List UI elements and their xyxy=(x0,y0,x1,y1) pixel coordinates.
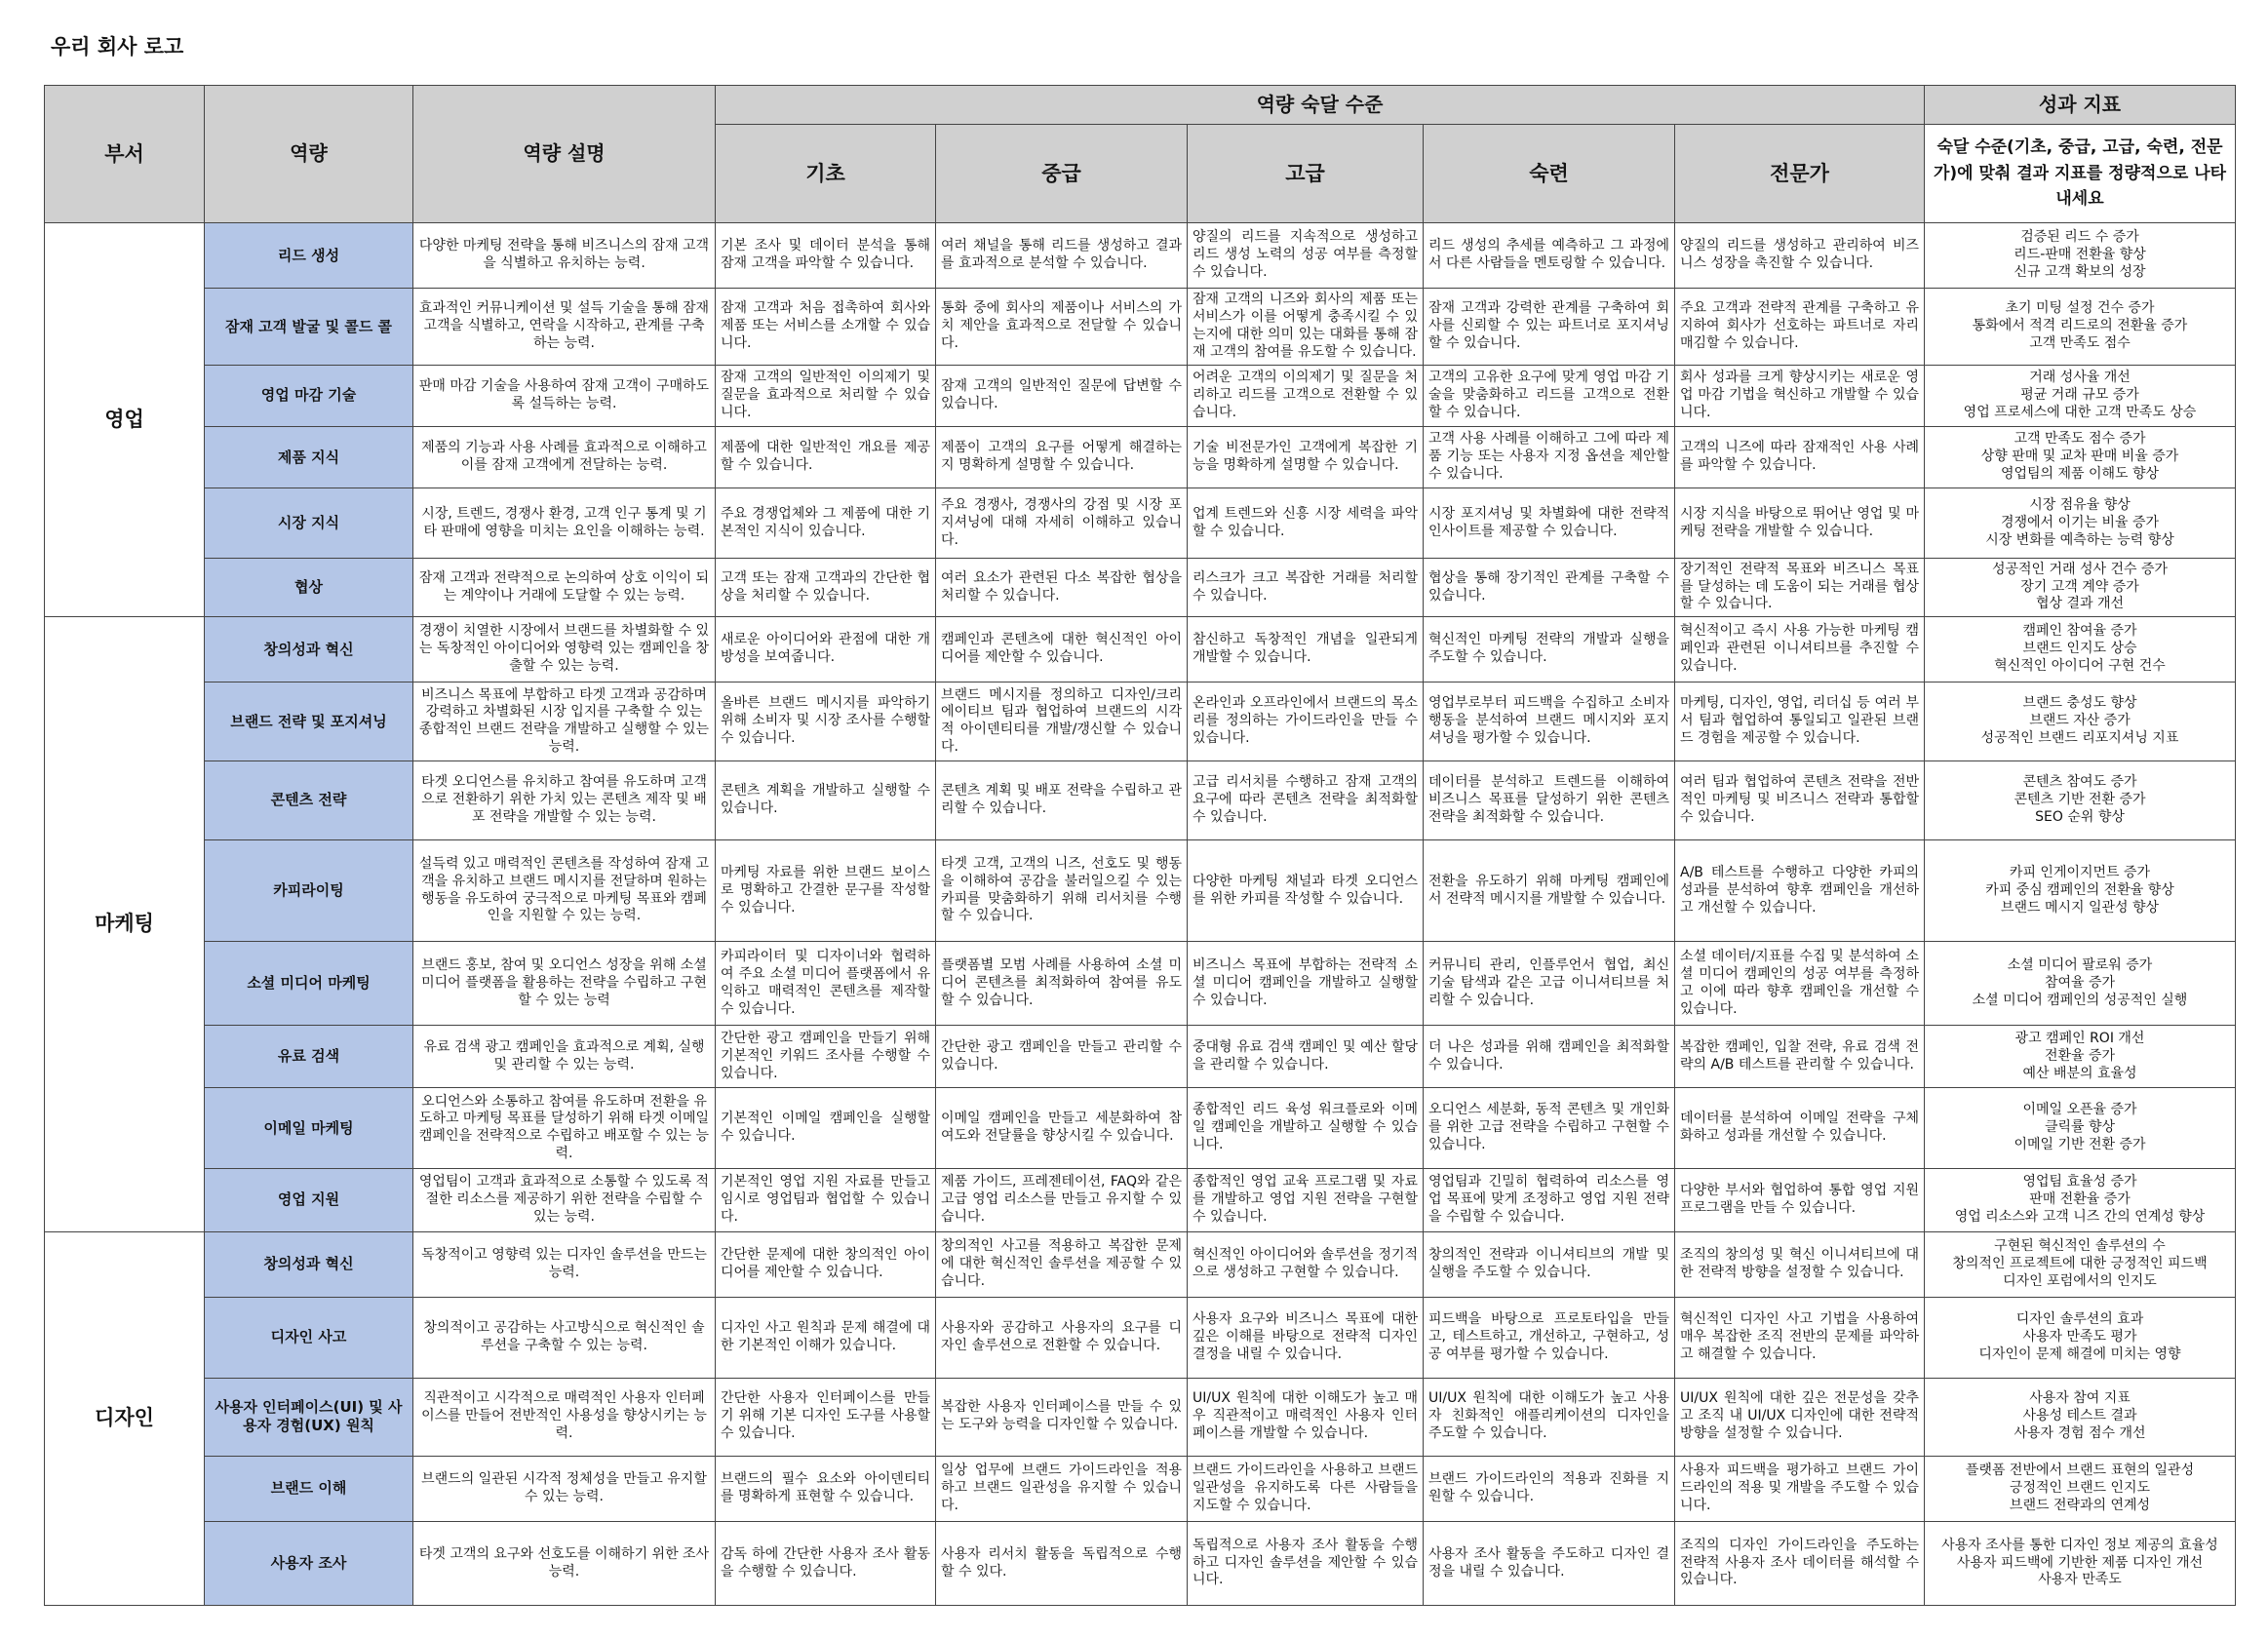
table-row xyxy=(45,559,2236,617)
description-cell: 유료 검색 광고 캠페인을 효과적으로 계획, 실행 및 관리할 수 있는 능력. xyxy=(413,1026,716,1088)
department-cell: 영업 xyxy=(45,223,205,617)
level-cell: 사용자 피드백을 평가하고 브랜드 가이드라인의 적용 및 개발을 주도할 수 있습니다. xyxy=(1675,1456,1925,1521)
kpi-line: 예산 배분의 효율성 xyxy=(2022,1065,2137,1081)
level-cell: 어려운 고객의 이의제기 및 질문을 처리하고 리드를 고객으로 전환할 수 있습니다. xyxy=(1188,365,1424,426)
level-cell: 브랜드 가이드라인을 사용하고 브랜드 일관성을 유지하도록 다른 사람들을 지도할 수 있습니다. xyxy=(1188,1456,1424,1521)
level-cell: 디자인 사고 원칙과 문제 해결에 대한 기본적인 이해가 있습니다. xyxy=(716,1298,936,1379)
kpi-line: 혁신적인 아이디어 구현 건수 xyxy=(1994,658,2166,675)
kpi-cell xyxy=(1925,559,2236,617)
kpi-line: 이메일 기반 전환 증가 xyxy=(2014,1137,2146,1153)
level-cell: 리드 생성의 추세를 예측하고 그 과정에서 다른 사람들을 멘토링할 수 있습니다. xyxy=(1424,223,1675,289)
header-level-intermediate: 중급 xyxy=(936,125,1188,223)
department-cell: 디자인 xyxy=(45,1231,205,1605)
level-cell: 카피라이터 및 디자이너와 협력하여 주요 소셜 미디어 플랫폼에서 유익하고 매력적인 콘텐츠를 제작할 수 있습니다. xyxy=(716,942,936,1026)
kpi-cell xyxy=(1925,1026,2236,1088)
table-row xyxy=(45,1169,2236,1231)
level-cell: 고객의 니즈에 따라 잠재적인 사용 사례를 파악할 수 있습니다. xyxy=(1675,427,1925,488)
kpi-line: 콘텐츠 기반 전환 증가 xyxy=(2014,792,2146,808)
table-row xyxy=(45,488,2236,559)
competency-cell: 이메일 마케팅 xyxy=(205,1088,413,1169)
competency-cell: 브랜드 전략 및 포지셔닝 xyxy=(205,682,413,761)
kpi-line: 광고 캠페인 ROI 개선 xyxy=(2014,1030,2145,1046)
kpi-line: 사용성 테스트 결과 xyxy=(2022,1408,2137,1424)
table-row xyxy=(45,289,2236,365)
description-cell: 브랜드 홍보, 참여 및 오디언스 성장을 위해 소셜 미디어 플랫폼을 활용하는 전략을 수립하고 구현할 수 있는 능력 xyxy=(413,942,716,1026)
level-cell: 간단한 광고 캠페인을 만들기 위해 기본적인 키워드 조사를 수행할 수 있습니다. xyxy=(716,1026,936,1088)
kpi-cell xyxy=(1925,223,2236,289)
level-cell: 고객 또는 잠재 고객과의 간단한 협상을 처리할 수 있습니다. xyxy=(716,559,936,617)
kpi-line: 리드-판매 전환율 향상 xyxy=(2014,247,2146,263)
kpi-line: 사용자 참여 지표 xyxy=(2029,1390,2131,1407)
level-cell: 제품이 고객의 요구를 어떻게 해결하는지 명확하게 설명할 수 있습니다. xyxy=(936,427,1188,488)
level-cell: 전환을 유도하기 위해 마케팅 캠페인에서 전략적 메시지를 개발할 수 있습니다. xyxy=(1424,839,1675,941)
level-cell: 고급 리서치를 수행하고 잠재 고객의 요구에 따라 콘텐츠 전략을 최적화할 수 있습니다. xyxy=(1188,761,1424,840)
table-row xyxy=(45,1522,2236,1606)
description-cell: 시장, 트렌드, 경쟁사 환경, 고객 인구 통계 및 기타 판매에 영향을 미치는 요인을 이해하는 능력. xyxy=(413,488,716,559)
description-cell: 다양한 마케팅 전략을 통해 비즈니스의 잠재 고객을 식별하고 유치하는 능력. xyxy=(413,223,716,289)
level-cell: 통화 중에 회사의 제품이나 서비스의 가치 제안을 효과적으로 전달할 수 있습니다. xyxy=(936,289,1188,365)
table-row xyxy=(45,682,2236,761)
kpi-line: 성공적인 브랜드 리포지셔닝 지표 xyxy=(1980,730,2179,747)
department-cell: 마케팅 xyxy=(45,617,205,1232)
competency-cell: 잠재 고객 발굴 및 콜드 콜 xyxy=(205,289,413,365)
level-cell: 조직의 디자인 가이드라인을 주도하는 전략적 사용자 조사 데이터를 해석할 수 있습니다. xyxy=(1675,1522,1925,1606)
level-cell: 영업부로부터 피드백을 수집하고 소비자 행동을 분석하여 브랜드 메시지와 포지셔닝을 평가할 수 있습니다. xyxy=(1424,682,1675,761)
level-cell: 주요 경쟁사, 경쟁사의 강점 및 시장 포지셔닝에 대해 자세히 이해하고 있습니다. xyxy=(936,488,1188,559)
level-cell: 감독 하에 간단한 사용자 조사 활동을 수행할 수 있습니다. xyxy=(716,1522,936,1606)
level-cell: 여러 요소가 관련된 다소 복잡한 협상을 처리할 수 있습니다. xyxy=(936,559,1188,617)
competency-cell: 리드 생성 xyxy=(205,223,413,289)
kpi-cell xyxy=(1925,488,2236,559)
table-row xyxy=(45,1378,2236,1456)
kpi-line: 고객 만족도 점수 증가 xyxy=(2014,431,2146,448)
table-row xyxy=(45,839,2236,941)
kpi-line: 클릭률 향상 xyxy=(2044,1119,2116,1136)
level-cell: 장기적인 전략적 목표와 비즈니스 목표를 달성하는 데 도움이 되는 거래를 협상할 수 있습니다. xyxy=(1675,559,1925,617)
level-cell: 창의적인 사고를 적용하고 복잡한 문제에 대한 혁신적인 솔루션을 제공할 수 있습니다. xyxy=(936,1231,1188,1297)
level-cell: 영업팀과 긴밀히 협력하여 리소스를 영업 목표에 맞게 조정하고 영업 지원 전략을 수립할 수 있습니다. xyxy=(1424,1169,1675,1231)
header-competency: 역량 xyxy=(205,86,413,223)
kpi-line: 카피 중심 캠페인의 전환율 향상 xyxy=(1985,881,2174,898)
competency-cell: 카피라이팅 xyxy=(205,839,413,941)
level-cell: 협상을 통해 장기적인 관계를 구축할 수 있습니다. xyxy=(1424,559,1675,617)
kpi-line: 사용자 만족도 평가 xyxy=(2022,1329,2137,1345)
level-cell: 사용자와 공감하고 사용자의 요구를 디자인 솔루션으로 전환할 수 있습니다. xyxy=(936,1298,1188,1379)
kpi-cell xyxy=(1925,1456,2236,1521)
header-level-expert: 전문가 xyxy=(1675,125,1925,223)
kpi-line: 사용자 경험 점수 개선 xyxy=(2014,1425,2146,1442)
header-level-proficient: 숙련 xyxy=(1424,125,1675,223)
description-cell: 타겟 오디언스를 유치하고 참여를 유도하며 고객으로 전환하기 위한 가치 있는 콘텐츠 제작 및 배포 전략을 개발할 수 있는 능력. xyxy=(413,761,716,840)
level-cell: 간단한 사용자 인터페이스를 만들기 위해 기본 디자인 도구를 사용할 수 있습니다. xyxy=(716,1378,936,1456)
competency-cell: 영업 마감 기술 xyxy=(205,365,413,426)
level-cell: 주요 경쟁업체와 그 제품에 대한 기본적인 지식이 있습니다. xyxy=(716,488,936,559)
description-cell: 오디언스와 소통하고 참여를 유도하며 전환을 유도하고 마케팅 목표를 달성하기 위해 타겟 이메일 캠페인을 전략적으로 수립하고 배포할 수 있는 능력. xyxy=(413,1088,716,1169)
level-cell: 혁신적인 디자인 사고 기법을 사용하여 매우 복잡한 조직 전반의 문제를 파악하고 해결할 수 있습니다. xyxy=(1675,1298,1925,1379)
level-cell: 종합적인 영업 교육 프로그램 및 자료를 개발하고 영업 지원 전략을 구현할 수 있습니다. xyxy=(1188,1169,1424,1231)
header-mastery: 역량 숙달 수준 xyxy=(716,86,1925,125)
table-row xyxy=(45,1088,2236,1169)
level-cell: 마케팅, 디자인, 영업, 리더십 등 여러 부서 팀과 협업하여 통일되고 일관된 브랜드 경험을 제공할 수 있습니다. xyxy=(1675,682,1925,761)
level-cell: 복잡한 캠페인, 입찰 전략, 유료 검색 전략의 A/B 테스트를 관리할 수 있습니다. xyxy=(1675,1026,1925,1088)
kpi-line: 브랜드 자산 증가 xyxy=(2029,713,2131,729)
level-cell: 사용자 요구와 비즈니스 목표에 대한 깊은 이해를 바탕으로 전략적 디자인 결정을 내릴 수 있습니다. xyxy=(1188,1298,1424,1379)
kpi-line: 디자인 포럼에서의 인지도 xyxy=(2003,1272,2157,1289)
kpi-cell xyxy=(1925,1169,2236,1231)
header-description: 역량 설명 xyxy=(413,86,716,223)
table-row xyxy=(45,942,2236,1026)
level-cell: 비즈니스 목표에 부합하는 전략적 소셜 미디어 캠페인을 개발하고 실행할 수 있습니다. xyxy=(1188,942,1424,1026)
level-cell: UI/UX 원칙에 대한 깊은 전문성을 갖추고 조직 내 UI/UX 디자인에 대한 전략적 방향을 설정할 수 있습니다. xyxy=(1675,1378,1925,1456)
description-cell: 브랜드의 일관된 시각적 정체성을 만들고 유지할 수 있는 능력. xyxy=(413,1456,716,1521)
kpi-line: 고객 만족도 점수 xyxy=(2029,335,2131,352)
kpi-line: 브랜드 인지도 상승 xyxy=(2022,641,2137,657)
kpi-line: 디자인이 문제 해결에 미치는 영향 xyxy=(1978,1346,2181,1362)
level-cell: 캠페인과 콘텐츠에 대한 혁신적인 아이디어를 제안할 수 있습니다. xyxy=(936,617,1188,682)
kpi-line: 영업 프로세스에 대한 고객 만족도 상승 xyxy=(1963,404,2197,420)
level-cell: 기술 비전문가인 고객에게 복잡한 기능을 명확하게 설명할 수 있습니다. xyxy=(1188,427,1424,488)
level-cell: 간단한 문제에 대한 창의적인 아이디어를 제안할 수 있습니다. xyxy=(716,1231,936,1297)
level-cell: 고객의 고유한 요구에 맞게 영업 마감 기술을 맞춤화하고 리드를 고객으로 전환할 수 있습니다. xyxy=(1424,365,1675,426)
level-cell: 리스크가 크고 복잡한 거래를 처리할 수 있습니다. xyxy=(1188,559,1424,617)
level-cell: 혁신적인 아이디어와 솔루션을 정기적으로 생성하고 구현할 수 있습니다. xyxy=(1188,1231,1424,1297)
description-cell: 제품의 기능과 사용 사례를 효과적으로 이해하고 이를 잠재 고객에게 전달하는 능력. xyxy=(413,427,716,488)
level-cell: 브랜드 메시지를 정의하고 디자인/크리에이티브 팀과 협업하여 브랜드의 시각적 아이덴티티를 개발/갱신할 수 있습니다. xyxy=(936,682,1188,761)
level-cell: 고객 사용 사례를 이해하고 그에 따라 제품 기능 또는 사용자 지정 옵션을 제안할 수 있습니다. xyxy=(1424,427,1675,488)
competency-cell: 사용자 인터페이스(UI) 및 사용자 경험(UX) 원칙 xyxy=(205,1378,413,1456)
matrix-body xyxy=(45,223,2236,1606)
description-cell: 효과적인 커뮤니케이션 및 설득 기술을 통해 잠재 고객을 식별하고, 연락을 시작하고, 관계를 구축하는 능력. xyxy=(413,289,716,365)
kpi-line: 영업팀의 제품 이해도 향상 xyxy=(2000,466,2160,483)
kpi-line: 시장 점유율 향상 xyxy=(2029,496,2131,513)
kpi-line: 초기 미팅 설정 건수 증가 xyxy=(2005,300,2155,317)
table-row xyxy=(45,365,2236,426)
kpi-line: 사용자 만족도 xyxy=(2038,1572,2122,1588)
kpi-line: 브랜드 전략과의 연계성 xyxy=(2009,1497,2151,1513)
table-row xyxy=(45,1231,2236,1297)
description-cell: 잠재 고객과 전략적으로 논의하여 상호 이익이 되는 계약이나 거래에 도달할 수 있는 능력. xyxy=(413,559,716,617)
level-cell: 여러 채널을 통해 리드를 생성하고 결과를 효과적으로 분석할 수 있습니다. xyxy=(936,223,1188,289)
kpi-cell xyxy=(1925,1088,2236,1169)
kpi-line: 브랜드 충성도 향상 xyxy=(2022,695,2137,712)
level-cell: 타겟 고객, 고객의 니즈, 선호도 및 행동을 이해하여 공감을 불러일으킬 수 있는 카피를 맞춤화하기 위해 리서치를 수행할 수 있습니다. xyxy=(936,839,1188,941)
kpi-line: 시장 변화를 예측하는 능력 향상 xyxy=(1985,531,2174,548)
level-cell: 기본 조사 및 데이터 분석을 통해 잠재 고객을 파악할 수 있습니다. xyxy=(716,223,936,289)
level-cell: 중대형 유료 검색 캠페인 및 예산 할당을 관리할 수 있습니다. xyxy=(1188,1026,1424,1088)
competency-matrix-table xyxy=(44,85,2236,1606)
level-cell: 기본적인 영업 지원 자료를 만들고 임시로 영업팀과 협업할 수 있습니다. xyxy=(716,1169,936,1231)
level-cell: 잠재 고객과 강력한 관계를 구축하여 회사를 신뢰할 수 있는 파트너로 포지셔닝할 수 있습니다. xyxy=(1424,289,1675,365)
level-cell: UI/UX 원칙에 대한 이해도가 높고 매우 직관적이고 매력적인 사용자 인터페이스를 개발할 수 있습니다. xyxy=(1188,1378,1424,1456)
level-cell: 주요 고객과 전략적 관계를 구축하고 유지하여 회사가 선호하는 파트너로 자리매김할 수 있습니다. xyxy=(1675,289,1925,365)
level-cell: 브랜드 가이드라인의 적용과 진화를 지원할 수 있습니다. xyxy=(1424,1456,1675,1521)
kpi-line: 캠페인 참여율 증가 xyxy=(2022,623,2137,640)
level-cell: 데이터를 분석하고 트렌드를 이해하여 비즈니스 목표를 달성하기 위한 콘텐츠 전략을 최적화할 수 있습니다. xyxy=(1424,761,1675,840)
kpi-line: 영업 리소스와 고객 니즈 간의 연계성 향상 xyxy=(1954,1208,2206,1225)
table-row xyxy=(45,1298,2236,1379)
level-cell: 콘텐츠 계획을 개발하고 실행할 수 있습니다. xyxy=(716,761,936,840)
kpi-line: 평균 거래 규모 증가 xyxy=(2020,386,2139,403)
level-cell: 복잡한 사용자 인터페이스를 만들 수 있는 도구와 능력을 디자인할 수 있습니다. xyxy=(936,1378,1188,1456)
level-cell: 시장 포지셔닝 및 차별화에 대한 전략적 인사이트를 제공할 수 있습니다. xyxy=(1424,488,1675,559)
level-cell: 종합적인 리드 육성 워크플로와 이메일 캠페인을 개발하고 실행할 수 있습니다. xyxy=(1188,1088,1424,1169)
description-cell: 타겟 고객의 요구와 선호도를 이해하기 위한 조사 능력. xyxy=(413,1522,716,1606)
level-cell: 혁신적이고 즉시 사용 가능한 마케팅 캠페인과 관련된 이니셔티브를 추진할 수 있습니다. xyxy=(1675,617,1925,682)
level-cell: 창의적인 전략과 이니셔티브의 개발 및 실행을 주도할 수 있습니다. xyxy=(1424,1231,1675,1297)
description-cell: 경쟁이 치열한 시장에서 브랜드를 차별화할 수 있는 독창적인 아이디어와 영향력 있는 캠페인을 창출할 수 있는 능력. xyxy=(413,617,716,682)
kpi-cell xyxy=(1925,1378,2236,1456)
kpi-line: 구현된 혁신적인 솔루션의 수 xyxy=(1994,1237,2166,1254)
level-cell: 새로운 아이디어와 관점에 대한 개방성을 보여줍니다. xyxy=(716,617,936,682)
table-row xyxy=(45,427,2236,488)
header-dept: 부서 xyxy=(45,86,205,223)
level-cell: 브랜드의 필수 요소와 아이덴티티를 명확하게 표현할 수 있습니다. xyxy=(716,1456,936,1521)
kpi-line: 경쟁에서 이기는 비율 증가 xyxy=(2000,514,2160,530)
kpi-cell xyxy=(1925,289,2236,365)
kpi-line: SEO 순위 향상 xyxy=(2035,809,2125,826)
competency-cell: 디자인 사고 xyxy=(205,1298,413,1379)
level-cell: 오디언스 세분화, 동적 콘텐츠 및 개인화를 위한 고급 전략을 수립하고 구현할 수 있습니다. xyxy=(1424,1088,1675,1169)
level-cell: 양질의 리드를 생성하고 관리하여 비즈니스 성장을 촉진할 수 있습니다. xyxy=(1675,223,1925,289)
level-cell: 조직의 창의성 및 혁신 이니셔티브에 대한 전략적 방향을 설정할 수 있습니다. xyxy=(1675,1231,1925,1297)
kpi-line: 사용자 피드백에 기반한 제품 디자인 개선 xyxy=(1956,1554,2204,1571)
kpi-cell xyxy=(1925,365,2236,426)
kpi-line: 창의적인 프로젝트에 대한 긍정적인 피드백 xyxy=(1952,1255,2208,1271)
level-cell: 콘텐츠 계획 및 배포 전략을 수립하고 관리할 수 있습니다. xyxy=(936,761,1188,840)
level-cell: 제품에 대한 일반적인 개요를 제공할 수 있습니다. xyxy=(716,427,936,488)
kpi-cell xyxy=(1925,427,2236,488)
level-cell: 독립적으로 사용자 조사 활동을 수행하고 디자인 솔루션을 제안할 수 있습니다. xyxy=(1188,1522,1424,1606)
level-cell: 잠재 고객의 일반적인 이의제기 및 질문을 효과적으로 처리할 수 있습니다. xyxy=(716,365,936,426)
description-cell: 직관적이고 시각적으로 매력적인 사용자 인터페이스를 만들어 전반적인 사용성을 향상시키는 능력. xyxy=(413,1378,716,1456)
kpi-line: 거래 성사율 개선 xyxy=(2029,370,2131,386)
header-kpi: 성과 지표 xyxy=(1925,86,2236,125)
level-cell: 시장 지식을 바탕으로 뛰어난 영업 및 마케팅 전략을 개발할 수 있습니다. xyxy=(1675,488,1925,559)
kpi-line: 영업팀 효율성 증가 xyxy=(2022,1174,2137,1190)
level-cell: 데이터를 분석하여 이메일 전략을 구체화하고 성과를 개선할 수 있습니다. xyxy=(1675,1088,1925,1169)
competency-cell: 시장 지식 xyxy=(205,488,413,559)
level-cell: 업계 트렌드와 신흥 시장 세력을 파악할 수 있습니다. xyxy=(1188,488,1424,559)
competency-cell: 소셜 미디어 마케팅 xyxy=(205,942,413,1026)
header-kpi-instruction: 숙달 수준(기초, 중급, 고급, 숙련, 전문가)에 맞춰 결과 지표를 정량적으로 나타내세요 xyxy=(1925,125,2236,223)
level-cell: 소셜 데이터/지표를 수집 및 분석하여 소셜 미디어 캠페인의 성공 여부를 측정하고 이에 따라 향후 캠페인을 개선할 수 있습니다. xyxy=(1675,942,1925,1026)
level-cell: 제품 가이드, 프레젠테이션, FAQ와 같은 고급 영업 리소스를 만들고 유지할 수 있습니다. xyxy=(936,1169,1188,1231)
kpi-cell xyxy=(1925,617,2236,682)
level-cell: 참신하고 독창적인 개념을 일관되게 개발할 수 있습니다. xyxy=(1188,617,1424,682)
level-cell: 잠재 고객의 니즈와 회사의 제품 또는 서비스가 이를 어떻게 충족시킬 수 있는지에 대한 의미 있는 대화를 통해 잠재 고객의 참여를 유도할 수 있습니다. xyxy=(1188,289,1424,365)
competency-cell: 영업 지원 xyxy=(205,1169,413,1231)
level-cell: 더 나은 성과를 위해 캠페인을 최적화할 수 있습니다. xyxy=(1424,1026,1675,1088)
kpi-line: 이메일 오픈율 증가 xyxy=(2022,1102,2137,1118)
level-cell: 다양한 부서와 협업하여 통합 영업 지원 프로그램을 만들 수 있습니다. xyxy=(1675,1169,1925,1231)
level-cell: 이메일 캠페인을 만들고 세분화하여 참여도와 전달률을 향상시킬 수 있습니다. xyxy=(936,1088,1188,1169)
description-cell: 설득력 있고 매력적인 콘텐츠를 작성하여 잠재 고객을 유치하고 브랜드 메시지를 전달하며 원하는 행동을 유도하여 궁극적으로 마케팅 목표와 캠페인을 지원할 수 있는 능력. xyxy=(413,839,716,941)
kpi-line: 소셜 미디어 캠페인의 성공적인 실행 xyxy=(1972,992,2188,1008)
kpi-line: 신규 고객 확보의 성장 xyxy=(2014,264,2146,281)
level-cell: 온라인과 오프라인에서 브랜드의 목소리를 정의하는 가이드라인을 만들 수 있습니다. xyxy=(1188,682,1424,761)
level-cell: 플랫폼별 모범 사례를 사용하여 소셜 미디어 콘텐츠를 최적화하여 참여를 유도할 수 있습니다. xyxy=(936,942,1188,1026)
kpi-line: 장기 고객 계약 증가 xyxy=(2020,578,2139,595)
level-cell: 피드백을 바탕으로 프로토타입을 만들고, 테스트하고, 개선하고, 구현하고, 성공 여부를 평가할 수 있습니다. xyxy=(1424,1298,1675,1379)
competency-cell: 브랜드 이해 xyxy=(205,1456,413,1521)
table-row xyxy=(45,617,2236,682)
description-cell: 독창적이고 영향력 있는 디자인 솔루션을 만드는 능력. xyxy=(413,1231,716,1297)
kpi-line: 참여율 증가 xyxy=(2044,974,2116,991)
kpi-line: 판매 전환율 증가 xyxy=(2029,1190,2131,1207)
kpi-line: 사용자 조사를 통한 디자인 정보 제공의 효율성 xyxy=(1941,1537,2218,1553)
kpi-line: 통화에서 적격 리드로의 전환율 증가 xyxy=(1972,318,2188,334)
level-cell: 혁신적인 마케팅 전략의 개발과 실행을 주도할 수 있습니다. xyxy=(1424,617,1675,682)
table-row xyxy=(45,761,2236,840)
kpi-line: 카피 인게이지먼트 증가 xyxy=(2009,864,2151,880)
level-cell: 잠재 고객과 처음 접촉하여 회사와 제품 또는 서비스를 소개할 수 있습니다. xyxy=(716,289,936,365)
kpi-line: 협상 결과 개선 xyxy=(2035,596,2125,612)
kpi-line: 검증된 리드 수 증가 xyxy=(2020,229,2139,246)
level-cell: 기본적인 이메일 캠페인을 실행할 수 있습니다. xyxy=(716,1088,936,1169)
competency-cell: 제품 지식 xyxy=(205,427,413,488)
kpi-line: 소셜 미디어 팔로워 증가 xyxy=(2007,956,2153,973)
competency-cell: 유료 검색 xyxy=(205,1026,413,1088)
header-level-basic: 기초 xyxy=(716,125,936,223)
level-cell: A/B 테스트를 수행하고 다양한 카피의 성과를 분석하여 향후 캠페인을 개선하고 개선할 수 있습니다. xyxy=(1675,839,1925,941)
level-cell: 사용자 리서치 활동을 독립적으로 수행할 수 있다. xyxy=(936,1522,1188,1606)
kpi-cell xyxy=(1925,1522,2236,1606)
kpi-line: 상향 판매 및 교차 판매 비율 증가 xyxy=(1980,448,2179,465)
header-level-advanced: 고급 xyxy=(1188,125,1424,223)
kpi-cell xyxy=(1925,1231,2236,1297)
level-cell: 간단한 광고 캠페인을 만들고 관리할 수 있습니다. xyxy=(936,1026,1188,1088)
kpi-cell xyxy=(1925,761,2236,840)
level-cell: 커뮤니티 관리, 인플루언서 협업, 최신 기술 탐색과 같은 고급 이니셔티브를 처리할 수 있습니다. xyxy=(1424,942,1675,1026)
kpi-line: 성공적인 거래 성사 건수 증가 xyxy=(1991,561,2169,577)
kpi-line: 플랫폼 전반에서 브랜드 표현의 일관성 xyxy=(1965,1462,2195,1478)
level-cell: 잠재 고객의 일반적인 질문에 답변할 수 있습니다. xyxy=(936,365,1188,426)
description-cell: 창의적이고 공감하는 사고방식으로 혁신적인 솔루션을 구축할 수 있는 능력. xyxy=(413,1298,716,1379)
kpi-line: 전환율 증가 xyxy=(2044,1047,2116,1064)
description-cell: 판매 마감 기술을 사용하여 잠재 고객이 구매하도록 설득하는 능력. xyxy=(413,365,716,426)
kpi-cell xyxy=(1925,682,2236,761)
level-cell: 일상 업무에 브랜드 가이드라인을 적용하고 브랜드 일관성을 유지할 수 있습니다. xyxy=(936,1456,1188,1521)
level-cell: UI/UX 원칙에 대한 이해도가 높고 사용자 친화적인 애플리케이션의 디자인을 주도할 수 있습니다. xyxy=(1424,1378,1675,1456)
kpi-line: 브랜드 메시지 일관성 향상 xyxy=(2000,899,2160,916)
level-cell: 회사 성과를 크게 향상시키는 새로운 영업 마감 기법을 혁신하고 개발할 수 있습니다. xyxy=(1675,365,1925,426)
kpi-cell xyxy=(1925,839,2236,941)
competency-cell: 사용자 조사 xyxy=(205,1522,413,1606)
level-cell: 사용자 조사 활동을 주도하고 디자인 결정을 내릴 수 있습니다. xyxy=(1424,1522,1675,1606)
competency-cell: 창의성과 혁신 xyxy=(205,617,413,682)
table-row xyxy=(45,223,2236,289)
kpi-line: 긍정적인 브랜드 인지도 xyxy=(2009,1479,2151,1496)
table-row xyxy=(45,1026,2236,1088)
description-cell: 비즈니스 목표에 부합하고 타겟 고객과 공감하며 강력하고 차별화된 시장 입지를 구축할 수 있는 종합적인 브랜드 전략을 개발하고 실행할 수 있는 능력. xyxy=(413,682,716,761)
level-cell: 다양한 마케팅 채널과 타겟 오디언스를 위한 카피를 작성할 수 있습니다. xyxy=(1188,839,1424,941)
kpi-line: 콘텐츠 참여도 증가 xyxy=(2022,774,2137,791)
level-cell: 마케팅 자료를 위한 브랜드 보이스로 명확하고 간결한 문구를 작성할 수 있습니다. xyxy=(716,839,936,941)
level-cell: 올바른 브랜드 메시지를 파악하기 위해 소비자 및 시장 조사를 수행할 수 있습니다. xyxy=(716,682,936,761)
level-cell: 양질의 리드를 지속적으로 생성하고 리드 생성 노력의 성공 여부를 측정할 수 있습니다. xyxy=(1188,223,1424,289)
description-cell: 영업팀이 고객과 효과적으로 소통할 수 있도록 적절한 리소스를 제공하기 위한 전략을 수립할 수 있는 능력. xyxy=(413,1169,716,1231)
level-cell: 여러 팀과 협업하여 콘텐츠 전략을 전반적인 마케팅 및 비즈니스 전략과 통합할 수 있습니다. xyxy=(1675,761,1925,840)
competency-cell: 창의성과 혁신 xyxy=(205,1231,413,1297)
kpi-cell xyxy=(1925,1298,2236,1379)
kpi-cell xyxy=(1925,942,2236,1026)
table-row xyxy=(45,1456,2236,1521)
company-logo-text: 우리 회사 로고 xyxy=(51,35,184,58)
competency-cell: 협상 xyxy=(205,559,413,617)
competency-cell: 콘텐츠 전략 xyxy=(205,761,413,840)
kpi-line: 디자인 솔루션의 효과 xyxy=(2015,1311,2144,1328)
